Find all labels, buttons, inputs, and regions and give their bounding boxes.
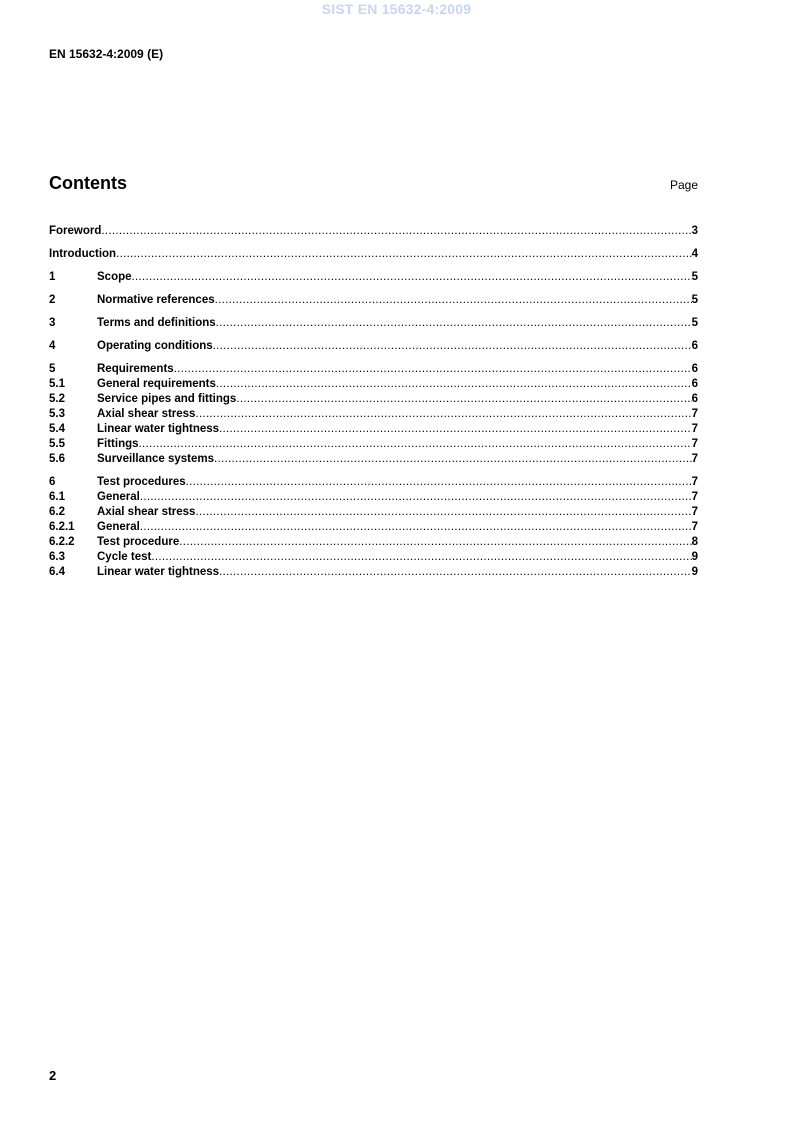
- toc-entry-number: 5.4: [49, 423, 65, 435]
- toc-entry-title: Test procedure: [97, 536, 180, 548]
- toc-entry-surveillance-systems[interactable]: [49, 452, 698, 467]
- toc-entry-axial-shear-stress-test[interactable]: [49, 505, 698, 520]
- toc-entry-number: 6: [49, 476, 56, 488]
- toc-entry-terms-and-definitions[interactable]: [49, 316, 698, 331]
- toc-entry-title: General: [97, 521, 140, 533]
- toc-entry-title: Terms and definitions: [97, 317, 216, 329]
- toc-entry-cycle-test[interactable]: [49, 550, 698, 565]
- toc-entry-title: Axial shear stress: [97, 408, 196, 420]
- toc-entry-page: 5: [691, 317, 698, 329]
- watermark-text: SIST EN 15632-4:2009: [321, 1, 472, 17]
- toc-entry-page: 6: [691, 378, 698, 390]
- toc-entry-linear-water-tightness-test[interactable]: [49, 565, 698, 580]
- toc-entry-page: 7: [691, 491, 698, 503]
- dot-leader: [216, 316, 692, 331]
- toc-entry-title: General requirements: [97, 378, 216, 390]
- dot-leader: [140, 520, 692, 535]
- toc-entry-title: General: [97, 491, 140, 503]
- dot-leader: [139, 437, 692, 452]
- dot-leader: [236, 392, 691, 407]
- toc-entry-test-procedure[interactable]: [49, 535, 698, 550]
- toc-entry-page: 6: [691, 393, 698, 405]
- toc-entry-page: 5: [691, 271, 698, 283]
- toc-entry-page: 7: [691, 476, 698, 488]
- dot-leader: [132, 270, 692, 285]
- toc-entry-foreword[interactable]: [49, 224, 698, 239]
- toc-entry-number: 6.1: [49, 491, 65, 503]
- toc-entry-number: 6.2: [49, 506, 65, 518]
- toc-entry-page: 7: [691, 521, 698, 533]
- document-reference: EN 15632-4:2009 (E): [49, 47, 164, 61]
- toc-entry-page: 7: [691, 453, 698, 465]
- toc-entry-title: Axial shear stress: [97, 506, 196, 518]
- toc-entry-introduction[interactable]: [49, 247, 698, 262]
- toc-entry-page: 7: [691, 438, 698, 450]
- toc-entry-title: Requirements: [97, 363, 174, 375]
- toc-entry-number: 6.3: [49, 551, 65, 563]
- toc-entry-number: 3: [49, 317, 56, 329]
- dot-leader: [195, 407, 691, 422]
- toc-entry-test-procedures[interactable]: [49, 475, 698, 490]
- toc-entry-normative-references[interactable]: [49, 293, 698, 308]
- toc-entry-axial-general[interactable]: [49, 520, 698, 535]
- toc-entry-title: Service pipes and fittings: [97, 393, 237, 405]
- toc-entry-linear-water-tightness[interactable]: [49, 422, 698, 437]
- toc-entry-service-pipes-and-fittings[interactable]: [49, 392, 698, 407]
- dot-leader: [215, 293, 692, 308]
- dot-leader: [216, 377, 692, 392]
- dot-leader: [186, 475, 692, 490]
- page-column-label: Page: [669, 178, 698, 192]
- toc-entry-page: 7: [691, 423, 698, 435]
- toc-entry-page: 6: [691, 340, 698, 352]
- toc-entry-axial-shear-stress[interactable]: [49, 407, 698, 422]
- toc-entry-page: 4: [691, 248, 698, 260]
- toc-entry-fittings[interactable]: [49, 437, 698, 452]
- toc-entry-title: Fittings: [97, 438, 139, 450]
- toc-entry-title: Linear water tightness: [97, 566, 220, 578]
- toc-entry-title: Introduction: [49, 248, 117, 260]
- toc-entry-number: 6.2.1: [49, 521, 75, 533]
- toc-entry-number: 4: [49, 340, 56, 352]
- toc-entry-title: Test procedures: [97, 476, 186, 488]
- toc-entry-number: 5.2: [49, 393, 65, 405]
- contents-heading: Contents: [49, 173, 127, 193]
- dot-leader: [174, 362, 692, 377]
- toc-entry-page: 9: [691, 551, 698, 563]
- toc-entry-page: 7: [691, 408, 698, 420]
- dot-leader: [151, 550, 691, 565]
- toc-entry-title: Scope: [97, 271, 132, 283]
- toc-entry-number: 2: [49, 294, 56, 306]
- dot-leader: [179, 535, 691, 550]
- dot-leader: [101, 224, 691, 239]
- toc-entry-page: 6: [691, 363, 698, 375]
- toc-entry-page: 7: [691, 506, 698, 518]
- toc-entry-number: 5.6: [49, 453, 65, 465]
- toc-entry-page: 5: [691, 294, 698, 306]
- toc-entry-page: 8: [691, 536, 698, 548]
- toc-entry-number: 1: [49, 271, 56, 283]
- dot-leader: [195, 505, 691, 520]
- dot-leader: [140, 490, 692, 505]
- toc-entry-number: 5.1: [49, 378, 65, 390]
- dot-leader: [219, 565, 692, 580]
- toc-entry-page: 9: [691, 566, 698, 578]
- toc-entry-general-requirements[interactable]: [49, 377, 698, 392]
- toc-entry-title: Normative references: [97, 294, 215, 306]
- page-number: 2: [49, 1068, 57, 1083]
- dot-leader: [219, 422, 692, 437]
- toc-entry-requirements[interactable]: [49, 362, 698, 377]
- dot-leader: [214, 452, 692, 467]
- toc-entry-title: Operating conditions: [97, 340, 213, 352]
- toc-entry-title: Linear water tightness: [97, 423, 220, 435]
- toc-entry-number: 5: [49, 363, 56, 375]
- toc-entry-number: 6.4: [49, 566, 65, 578]
- toc-entry-general[interactable]: [49, 490, 698, 505]
- toc-entry-number: 5.3: [49, 408, 65, 420]
- toc-entry-number: 6.2.2: [49, 536, 75, 548]
- table-of-contents: [49, 224, 698, 580]
- toc-entry-title: Foreword: [49, 225, 102, 237]
- toc-entry-page: 3: [691, 225, 698, 237]
- toc-entry-number: 5.5: [49, 438, 65, 450]
- dot-leader: [116, 247, 692, 262]
- dot-leader: [213, 339, 692, 354]
- toc-entry-scope[interactable]: [49, 270, 698, 285]
- toc-entry-title: Surveillance systems: [97, 453, 214, 465]
- toc-entry-title: Cycle test: [97, 551, 152, 563]
- toc-entry-operating-conditions[interactable]: [49, 339, 698, 354]
